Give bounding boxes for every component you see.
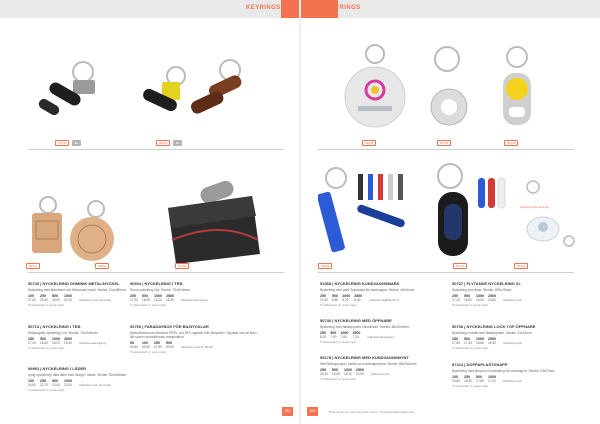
price-value: 67,80 — [153, 345, 162, 349]
product-code-tag: 90604 — [156, 140, 170, 146]
price-qty: 1000 — [475, 294, 484, 298]
product-block — [28, 366, 158, 392]
price-note: Inklusive tryck — [502, 341, 522, 345]
product-description: Nyckelfodral som blockerar RFID- och NFC-signaler från bilnyckeln. Skyddar mot att bilen blir stulen via elektronisk manipulation. — [130, 331, 257, 339]
faraday-pouch-image — [160, 180, 270, 265]
price-note: Inklusive tryck på metall — [78, 298, 111, 302]
price-value: 8,40 — [354, 298, 361, 302]
section-title-left: KEYRINGS — [246, 5, 281, 11]
product-title: 99963 | NYCKELRING I LÄDER — [28, 366, 87, 371]
price-qty: 500 — [463, 294, 470, 298]
page-number-right: 283 — [307, 407, 318, 416]
price-value: 16,30 — [487, 341, 496, 345]
price-value: 16,20 — [51, 341, 60, 345]
price-table — [452, 294, 582, 302]
divider — [28, 272, 284, 273]
product-block — [130, 324, 260, 354]
section-title-right: KEYRINGS — [326, 5, 361, 11]
price-value: 10,30 — [320, 298, 328, 302]
product-code-tag: 51068 — [318, 263, 332, 269]
price-value: 15,30 — [165, 298, 174, 302]
price-table — [130, 294, 260, 302]
price-value: 17,80 — [475, 379, 484, 383]
page-number-left: 282 — [282, 407, 293, 416]
price-value: 7,30 — [352, 335, 359, 339]
price-note: Inklusive lasergravyr — [180, 298, 209, 302]
badge-tag: Ex — [173, 140, 182, 146]
product-code-tag: 50737 — [453, 263, 467, 269]
badge-tag: Ex — [72, 140, 81, 146]
price-value: 16,80 — [475, 341, 484, 345]
divider — [318, 272, 574, 273]
leather-keyrings-pair-image — [130, 58, 250, 133]
bottle-opener-keyring-image — [425, 45, 475, 130]
product-code-tag: 95178 — [504, 140, 518, 146]
product-code-tag: 50733 — [55, 140, 69, 146]
price-table — [320, 331, 450, 339]
price-qty: 500 — [51, 379, 58, 383]
price-qty: 2500 — [355, 368, 364, 372]
product-block — [452, 324, 582, 350]
price-value: 63,50 — [165, 345, 174, 349]
price-qty: 100 — [452, 375, 458, 379]
price-note: Inklusive tryck 1f, 40x15 — [180, 345, 213, 349]
product-description: Lyxig nyckelring i äkta läder med design i metall. Storlek: 90x40x6mm. — [28, 373, 128, 377]
price-qty: 250 — [39, 294, 46, 298]
price-value: 27,80 — [28, 298, 36, 302]
print-cost-note: Tryckkostnad: 1f, setup ingår — [452, 346, 488, 350]
product-code-tag: 90755 — [437, 140, 451, 146]
product-block — [320, 355, 450, 381]
price-table — [130, 341, 260, 349]
product-code-tag: 87224 — [514, 263, 528, 269]
price-note: Inklusive tryck på metall — [78, 383, 111, 387]
product-block — [130, 281, 260, 307]
price-value: 16,50 — [463, 298, 472, 302]
product-title: 50713 | NYCKELRING I TRÄ — [28, 324, 81, 329]
price-qty: 1000 — [63, 379, 72, 383]
price-qty: 500 — [39, 337, 46, 341]
price-qty: 1000 — [153, 294, 162, 298]
price-value: 9,80 — [331, 298, 339, 302]
opener-keyrings-colors-image — [318, 160, 423, 265]
price-value: 16,00 — [475, 298, 484, 302]
print-cost-note: Tryckkostnad: 1f, setup ingår — [320, 340, 356, 344]
price-qty: 2500 — [354, 294, 363, 298]
print-cost-note: Tryckkostnad: 4f, setup ingår — [320, 303, 356, 307]
price-value: 25,90 — [39, 298, 48, 302]
price-table — [452, 375, 582, 383]
print-cost-note: Tryckkostnad: 1f, setup ingår — [452, 303, 488, 307]
price-qty: 500 — [331, 294, 338, 298]
lock-top-opener-keyring-image — [495, 45, 535, 135]
product-title: 50740 | NYCKELRING MED ÖPPNARE — [320, 318, 392, 323]
price-value: 19,60 — [452, 379, 460, 383]
price-value: 22,00 — [63, 383, 72, 387]
price-qty: 1000 — [342, 294, 351, 298]
price-qty: 1000 — [51, 337, 60, 341]
price-value: 15,60 — [331, 372, 340, 376]
product-description: Nyckelring i metall med flasköppnare. Storlek: 34x34mm. — [452, 331, 533, 335]
price-value: 17,10 — [452, 298, 460, 302]
print-cost-note: Tryckkostnad: 1f, setup ingår — [130, 350, 166, 354]
print-cost-note: Tryckkostnad: 1f, setup ingår — [130, 303, 166, 307]
price-value: 14,90 — [355, 372, 364, 376]
price-qty: 500 — [141, 294, 148, 298]
price-value: 16,60 — [39, 341, 48, 345]
price-qty: 2500 — [165, 294, 174, 298]
product-title: 92765 | FARADAYBOX FÖR BILNYCKLAR — [130, 324, 209, 329]
price-table — [452, 337, 582, 345]
page-gutter — [299, 0, 301, 424]
price-value: 17,80 — [452, 341, 460, 345]
floating-keyring-image — [430, 158, 510, 263]
product-title: 87224 | DOPPAPLASTKNAPP — [452, 362, 508, 367]
price-value: 18,30 — [463, 379, 472, 383]
price-value: 23,00 — [51, 383, 60, 387]
print-cost-note: Tryckkostnad: 1f, setup ingår — [28, 303, 64, 307]
price-qty: 250 — [320, 368, 326, 372]
price-value: 25,00 — [51, 298, 60, 302]
price-value: 17,40 — [463, 341, 472, 345]
price-qty: 100 — [141, 341, 148, 345]
price-qty: 250 — [39, 379, 46, 383]
print-cost-note: Tryckkostnad: 1f, setup ingår — [320, 377, 356, 381]
product-code-tag: 92765 — [175, 263, 189, 269]
product-title: 90604 | NYCKELRING I TRÄ — [130, 281, 183, 286]
price-qty: 250 — [28, 337, 34, 341]
price-value: 17,20 — [487, 379, 496, 383]
price-qty: 250 — [463, 375, 470, 379]
price-qty: 250 — [320, 331, 326, 335]
price-qty: 1000 — [63, 294, 72, 298]
price-note: Inklusive tryck — [502, 298, 522, 302]
price-qty: 500 — [331, 368, 338, 372]
price-qty: 1000 — [343, 368, 352, 372]
price-value: 82,80 — [141, 345, 150, 349]
product-description: Nyckelring med läderband och förkromad metall. Storlek 12x4x80mm. — [28, 288, 127, 292]
print-cost-note: Tryckkostnad: 1f, setup ingår — [28, 346, 64, 350]
price-table — [28, 379, 158, 387]
price-qty: 250 — [130, 294, 136, 298]
divider — [318, 149, 574, 150]
price-qty: 50 — [130, 341, 134, 345]
price-qty: 100 — [28, 294, 34, 298]
price-value: 16,20 — [153, 298, 162, 302]
price-table — [320, 368, 450, 376]
product-code-tag: 50713 — [26, 263, 40, 269]
product-title: 95178 | NYCKELRING MED KUNDVAGNSMYNT — [320, 355, 409, 360]
price-value: 17,00 — [28, 341, 36, 345]
product-description: Rund nyckelring i trä. Storlek: 75x40x6mm. — [130, 288, 191, 292]
product-description: Rektangulär nyckelring i trä. Storlek: 70x40x6mm. — [28, 331, 99, 335]
price-qty: 1000 — [340, 331, 349, 335]
color-callout: Nyckelring flera färger — [520, 205, 550, 209]
product-description: Med flasköppnare i metall och kundvagnsmynt. Storlek: 85x28x3mm. — [320, 362, 418, 366]
product-block — [452, 362, 582, 388]
price-note: Inklusive lasergravyr — [367, 335, 395, 339]
price-value: 90,60 — [130, 345, 138, 349]
product-code-tag: 99963 — [95, 263, 109, 269]
price-qty: 500 — [51, 294, 58, 298]
product-title: 51068 | NYCKELRING KUNDVAGNSMARK — [320, 281, 400, 286]
price-footnote: Priserna är ca. netto och exkl. moms. Tryckkostnader tillkommer. — [329, 410, 415, 414]
wooden-keyrings-image — [20, 195, 120, 265]
price-qty: 500 — [330, 331, 337, 335]
price-value: 7,90 — [330, 335, 337, 339]
price-note: Inklusive lasergravyr — [78, 341, 107, 345]
price-value: 15,10 — [343, 372, 352, 376]
product-code-tag: 51033 — [362, 140, 376, 146]
price-qty: 2500 — [487, 294, 496, 298]
price-value: 24,80 — [28, 383, 36, 387]
price-value: 15,30 — [63, 341, 72, 345]
product-description: Nyckelring som flyter. Storlek: Ø30x78mm. — [452, 288, 513, 292]
price-value: 16,60 — [141, 298, 150, 302]
print-cost-note: Tryckkostnad: 1f, setup ingår — [452, 384, 488, 388]
print-cost-note: Tryckkostnad: 1f, setup ingår — [28, 388, 64, 392]
price-qty: 2500 — [63, 337, 72, 341]
price-table — [320, 294, 450, 302]
price-qty: 500 — [475, 375, 482, 379]
price-note: Inklusive tryck — [502, 379, 522, 383]
leather-keyring-image — [33, 58, 103, 133]
product-title: 50733 | NYCKELRING DOMINIK METAL/NYCKEL — [28, 281, 120, 286]
price-qty: 2500 — [352, 331, 361, 335]
product-description: Nyckelring med pant. Anpassad för kundvagnar. Storlek: 40x40mm. — [320, 288, 416, 292]
price-qty: 2500 — [487, 337, 496, 341]
price-value: 9,20 — [342, 298, 349, 302]
price-value: 7,80 — [340, 335, 347, 339]
price-value: 8,20 — [320, 335, 327, 339]
product-title: 50736 | NYCKELRING LOCK TOP ÖPPNARE — [452, 324, 536, 329]
price-value: 23,70 — [39, 383, 48, 387]
price-qty: 1000 — [475, 337, 484, 341]
price-note: Inklusive digitaltryck 4f — [369, 298, 400, 302]
price-note: Inklusive tryck — [370, 372, 390, 376]
divider — [28, 149, 284, 150]
price-qty: 1000 — [487, 375, 496, 379]
product-description: Nyckelring med flasköppnare i aluminium. Storlek: 68x20x3mm. — [320, 325, 410, 329]
price-qty: 500 — [463, 337, 470, 341]
price-qty: 500 — [165, 341, 172, 345]
price-qty: 250 — [320, 294, 326, 298]
product-block — [452, 281, 582, 307]
product-block — [320, 281, 450, 307]
price-value: 16,30 — [320, 372, 328, 376]
product-block — [320, 318, 450, 344]
price-value: 17,00 — [130, 298, 138, 302]
price-value: 15,60 — [487, 298, 496, 302]
product-title: 50737 | FLYTANDE NYCKELRING XL — [452, 281, 521, 286]
trolley-coin-keyring-image — [330, 42, 420, 132]
price-qty: 250 — [153, 341, 160, 345]
price-value: 24,20 — [63, 298, 72, 302]
trolley-button-keyring-image — [523, 175, 583, 260]
price-qty: 100 — [28, 379, 34, 383]
price-qty: 250 — [452, 294, 458, 298]
product-description: Nyckelring med lampa och nyckelring för kundvagnar. Storlek: 43x27mm. — [452, 369, 556, 373]
price-qty: 250 — [452, 337, 458, 341]
